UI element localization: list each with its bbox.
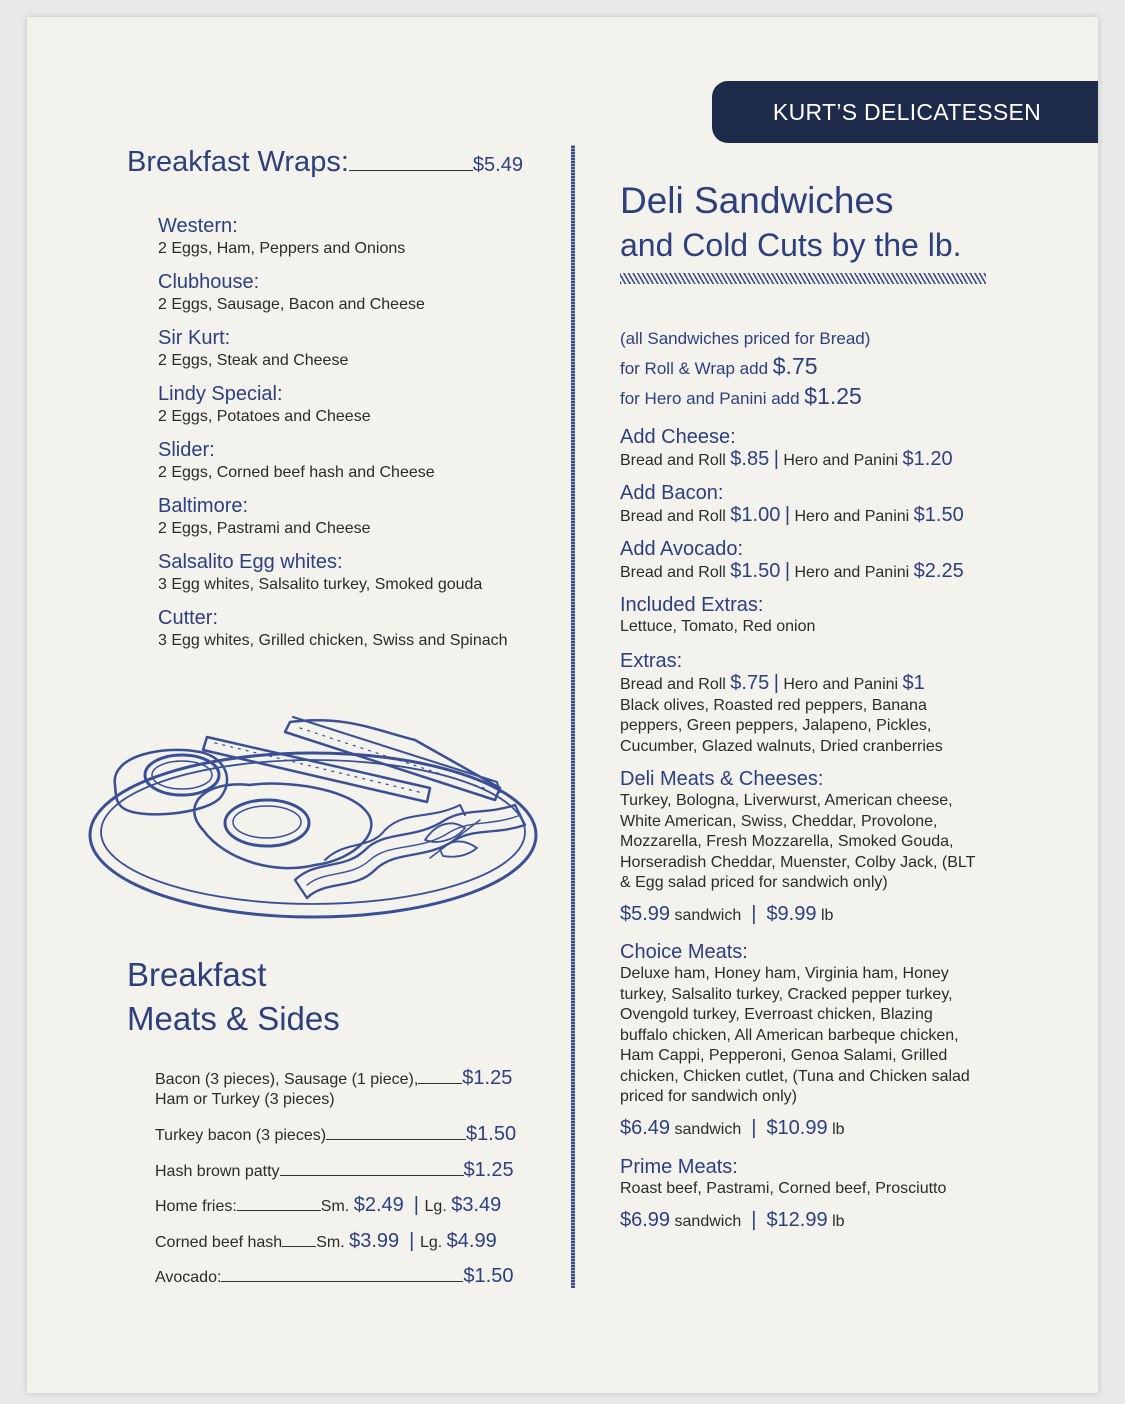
wrap-item-western <box>158 215 558 260</box>
leader-line <box>349 170 473 171</box>
breakfast-wraps-title: Breakfast Wraps: <box>127 146 349 178</box>
size-small-label: Sm. <box>320 1198 350 1215</box>
side-item-bacon <box>155 1068 525 1110</box>
wrap-desc: 2 Eggs, Pastrami and Cheese <box>158 520 371 537</box>
hero-panini-line <box>620 383 1000 412</box>
side-label: Avocado: <box>155 1269 222 1286</box>
leader-line <box>221 1281 463 1282</box>
deli-title-line2: and Cold Cuts by the lb. <box>620 227 962 263</box>
side-item-corned-beef-hash <box>155 1231 525 1253</box>
side-price: $1.50 <box>463 1265 514 1287</box>
choice-meats-section <box>620 940 1000 1140</box>
wrap-name: Western: <box>158 215 238 237</box>
desc-line: Horseradish Cheddar, Muenster, Colby Jack, (BLT <box>620 853 976 871</box>
wrap-item-sir-kurt <box>158 327 558 372</box>
wrap-item-cutter <box>158 607 558 652</box>
side-price-small: $3.99 <box>349 1230 400 1252</box>
side-price-large: $4.99 <box>446 1230 497 1252</box>
wrap-desc: 3 Egg whites, Grilled chicken, Swiss and Spinach <box>158 632 508 649</box>
desc-line: priced for sandwich only) <box>620 1088 797 1105</box>
add-bacon-title: Add Bacon: <box>620 482 724 504</box>
desc-line: Mozzarella, Fresh Mozzarella, Smoked Gouda, <box>620 833 954 850</box>
decorative-hatch-line <box>620 273 986 284</box>
side-item-avocado <box>155 1266 525 1288</box>
column-divider <box>571 145 575 1288</box>
leader-line <box>280 1175 464 1176</box>
desc-line: Deluxe ham, Honey ham, Virginia ham, Honey <box>620 965 949 982</box>
size-small-label: Sm. <box>316 1234 345 1251</box>
add-cheese-title: Add Cheese: <box>620 426 736 448</box>
wrap-name: Sir Kurt: <box>158 327 231 349</box>
deli-meats-cheeses-title: Deli Meats & Cheeses: <box>620 768 824 790</box>
wrap-name: Salsalito Egg whites: <box>158 551 343 573</box>
size-large-label: Lg. <box>419 1234 443 1251</box>
roll-wrap-label: for Roll & Wrap add <box>620 359 769 378</box>
leader-line <box>282 1246 316 1247</box>
wrap-item-salsalito <box>158 551 558 596</box>
add-bacon-prices: Bread and Roll $1.00 | Hero and Panini $1.50 <box>620 504 964 526</box>
wrap-item-lindy-special <box>158 383 558 428</box>
prime-meats-title: Prime Meats: <box>620 1156 738 1178</box>
breakfast-sides-heading <box>127 953 340 1041</box>
bread-note: (all Sandwiches priced for Bread) <box>620 329 871 348</box>
side-item-home-fries <box>155 1195 525 1217</box>
wrap-desc: 2 Eggs, Potatoes and Cheese <box>158 408 371 425</box>
breakfast-sides-title-line2: Meats & Sides <box>127 1000 340 1037</box>
extras-title: Extras: <box>620 650 683 672</box>
breakfast-wraps-heading <box>127 146 523 179</box>
size-separator: | <box>408 1194 425 1216</box>
pricing-notes <box>620 328 1000 412</box>
desc-line: buffalo chicken, All American barbeque chicken, <box>620 1026 959 1044</box>
add-avocado-title: Add Avocado: <box>620 538 744 560</box>
hero-panini-label: for Hero and Panini add <box>620 389 800 408</box>
side-label: Home fries: <box>155 1198 237 1215</box>
wrap-name: Lindy Special: <box>158 383 283 405</box>
extras-line: Black olives, Roasted red peppers, Banana <box>620 696 927 714</box>
wrap-desc: 2 Eggs, Sausage, Bacon and Cheese <box>158 296 425 313</box>
size-separator: | <box>403 1230 420 1252</box>
leader-line <box>326 1139 466 1140</box>
desc-line: Ovengold turkey, Everroast chicken, Blazing <box>620 1006 933 1023</box>
roll-wrap-line <box>620 352 1000 383</box>
side-price: $1.50 <box>466 1123 517 1145</box>
deli-title-line1: Deli Sandwiches <box>620 180 894 221</box>
extras-line: peppers, Green peppers, Jalapeno, Pickles, <box>620 717 932 734</box>
side-item-hash-brown <box>155 1160 525 1182</box>
desc-line: & Egg salad priced for sandwich only) <box>620 874 888 891</box>
extras-line: Cucumber, Glazed walnuts, Dried cranberries <box>620 737 943 755</box>
wrap-item-slider <box>158 439 558 484</box>
included-extras-desc: Lettuce, Tomato, Red onion <box>620 618 816 635</box>
deli-meats-cheeses-prices: $5.99 sandwich | $9.99 lb <box>620 902 834 925</box>
side-label: Turkey bacon (3 pieces) <box>155 1127 327 1144</box>
side-label-line2: Ham or Turkey (3 pieces) <box>155 1091 335 1108</box>
desc-line: Turkey, Bologna, Liverwurst, American cheese, <box>620 792 953 809</box>
desc-line: White American, Swiss, Cheddar, Provolone, <box>620 812 938 830</box>
wrap-name: Baltimore: <box>158 495 249 517</box>
side-label: Bacon (3 pieces), Sausage (1 piece), <box>155 1071 419 1088</box>
desc-line: chicken, Chicken cutlet, (Tuna and Chicken salad <box>620 1067 970 1085</box>
included-extras-title: Included Extras: <box>620 594 764 616</box>
add-avocado-prices: Bread and Roll $1.50 | Hero and Panini $2.25 <box>620 560 964 582</box>
deli-heading <box>620 178 962 268</box>
side-price-large: $3.49 <box>451 1194 502 1216</box>
breakfast-wraps-price: $5.49 <box>472 154 523 176</box>
breakfast-plate-illustration <box>85 710 545 925</box>
breakfast-sides-title-line1: Breakfast <box>127 956 267 993</box>
size-large-label: Lg. <box>424 1198 447 1215</box>
wrap-item-clubhouse <box>158 271 558 316</box>
side-price: $1.25 <box>463 1159 514 1181</box>
leader-line <box>418 1083 462 1084</box>
side-item-turkey-bacon <box>155 1124 525 1146</box>
wrap-desc: 3 Egg whites, Salsalito turkey, Smoked gouda <box>158 576 483 593</box>
included-extras-section <box>620 593 1000 638</box>
wrap-name: Clubhouse: <box>158 271 260 293</box>
wrap-name: Cutter: <box>158 607 219 629</box>
desc-line: Ham Cappi, Pepperoni, Genoa Salami, Grilled <box>620 1047 948 1064</box>
deli-meats-cheeses-section <box>620 767 1000 926</box>
roll-wrap-price: $.75 <box>772 353 818 379</box>
hero-panini-price: $1.25 <box>804 383 862 409</box>
add-bacon-section <box>620 481 1000 528</box>
prime-meats-section <box>620 1155 1000 1232</box>
choice-meats-title: Choice Meats: <box>620 941 748 963</box>
leader-line <box>237 1210 321 1211</box>
add-avocado-section <box>620 537 1000 584</box>
side-price-small: $2.49 <box>353 1194 404 1216</box>
desc-line: turkey, Salsalito turkey, Cracked pepper turkey, <box>620 985 953 1003</box>
side-label: Hash brown patty <box>155 1163 280 1180</box>
deli-name-tag: KURT’S DELICATESSEN <box>712 81 1098 143</box>
add-cheese-prices: Bread and Roll $.85 | Hero and Panini $1.20 <box>620 448 953 470</box>
add-cheese-section <box>620 425 1000 472</box>
extras-section <box>620 649 1000 757</box>
choice-meats-prices: $6.49 sandwich | $10.99 lb <box>620 1116 845 1139</box>
wrap-desc: 2 Eggs, Ham, Peppers and Onions <box>158 240 406 257</box>
wrap-desc: 2 Eggs, Corned beef hash and Cheese <box>158 464 435 481</box>
wrap-name: Slider: <box>158 439 215 461</box>
extras-prices: Bread and Roll $.75 | Hero and Panini $1 <box>620 672 925 694</box>
wrap-desc: 2 Eggs, Steak and Cheese <box>158 352 349 369</box>
side-price: $1.25 <box>462 1067 513 1089</box>
prime-meats-prices: $6.99 sandwich | $12.99 lb <box>620 1208 845 1231</box>
prime-meats-desc: Roast beef, Pastrami, Corned beef, Prosciutto <box>620 1180 947 1197</box>
wrap-item-baltimore <box>158 495 558 540</box>
side-label: Corned beef hash <box>155 1234 283 1251</box>
